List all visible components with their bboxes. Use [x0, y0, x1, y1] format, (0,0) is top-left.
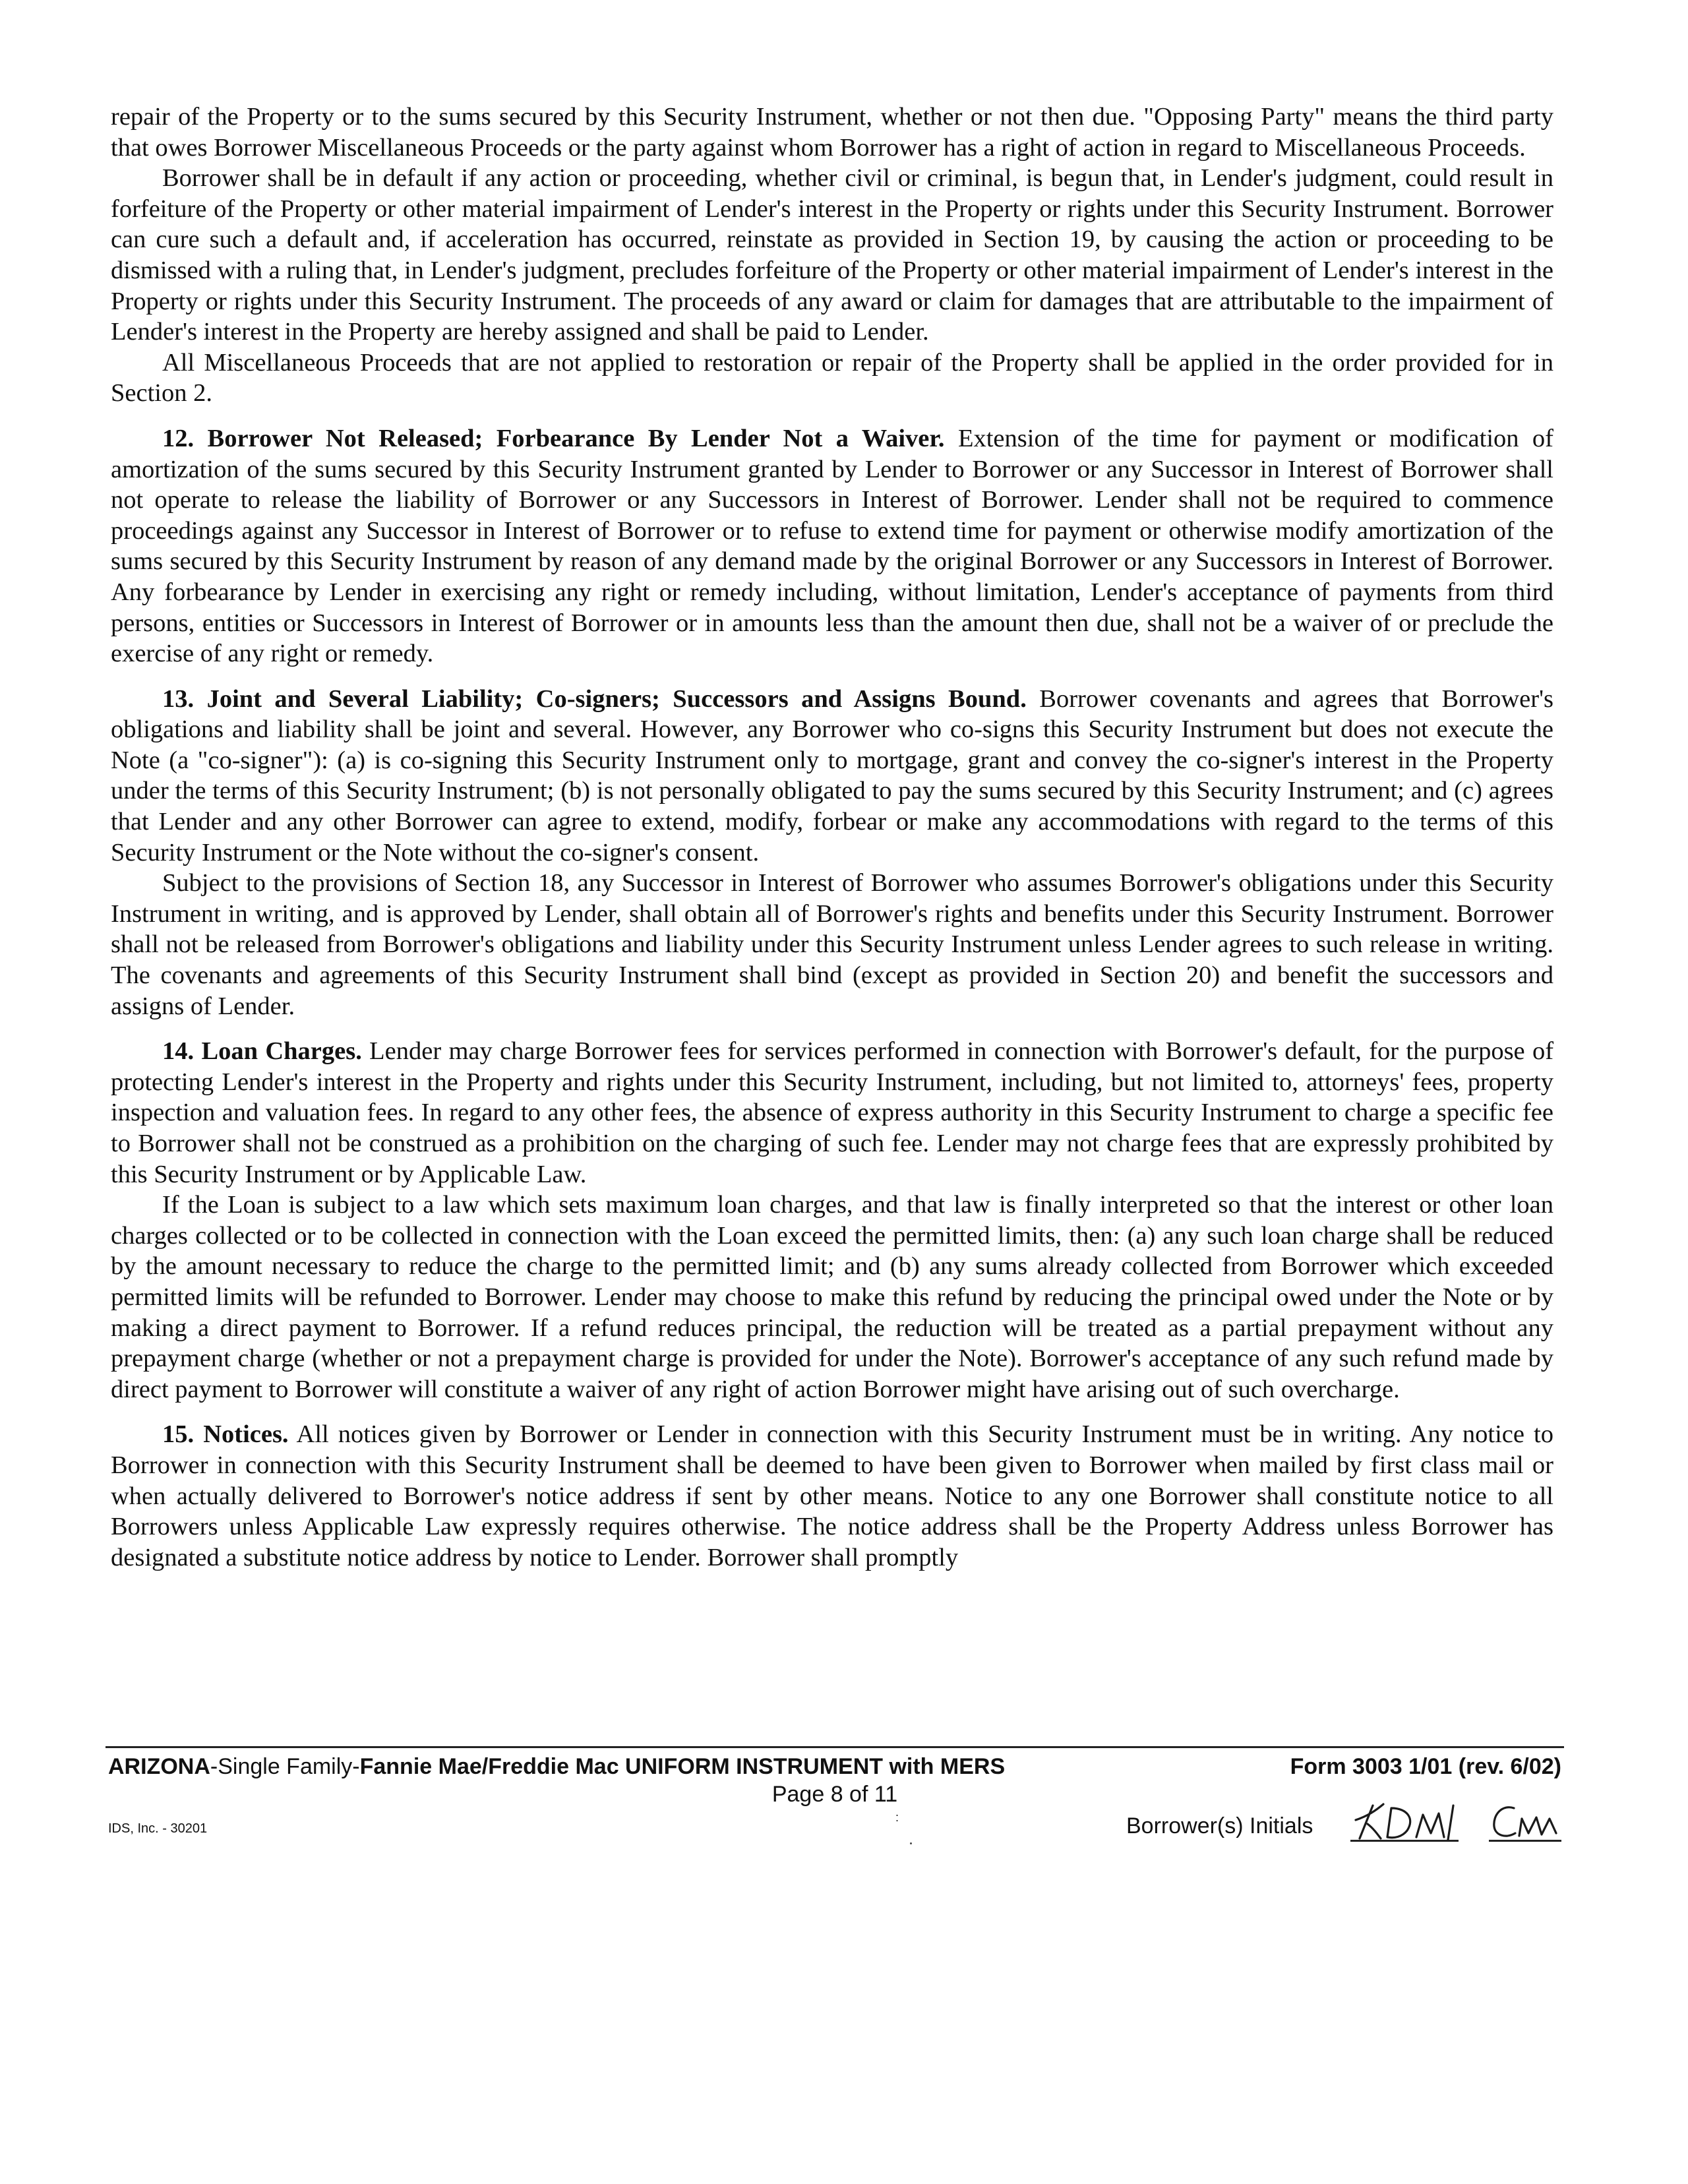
section-title: Notices.	[203, 1420, 289, 1449]
section-body: Borrower covenants and agrees that Borrower's obligations and liability shall be joint and several. However, any Borrower who co-signs this Security Instrument but does not execute the Note (a "co-signer"): (a) is co-signing this Security Instrument only to mortgage, grant and convey the co-signer's interest in the Property under the terms of this Security Instrument; (b) is not personally obligated to pay the sums secured by this Security Instrument; and (c) agrees that Lender and any other Borrower can agree to extend, modify, forbear or make any accommodations with regard to the terms of this Security Instrument or the Note without the co-signer's consent.	[111, 684, 1553, 866]
section-13	[111, 684, 1553, 868]
paragraph: Borrower shall be in default if any action or proceeding, whether civil or criminal, is begun that, in Lender's judgment, could result in forfeiture of the Property or other material impairment of Lender's interest in the Property or rights under this Security Instrument. Borrower can cure such a default and, if acceleration has occurred, reinstate as provided in Section 19, by causing the action or proceeding to be dismissed with a ruling that, in Lender's judgment, precludes forfeiture of the Property or other material impairment of Lender's interest in the Property or rights under this Security Instrument. The proceeds of any award or claim for damages that are attributable to the impairment of Lender's interest in the Property are hereby assigned and shall be paid to Lender.	[111, 164, 1553, 346]
footer-form-line	[108, 1754, 1561, 1780]
borrower-initial-2	[1489, 1799, 1561, 1842]
paragraph: All Miscellaneous Proceeds that are not applied to restoration or repair of the Property shall be applied in the order provided for in Section 2.	[111, 348, 1553, 408]
section-number: 15.	[162, 1420, 195, 1449]
stray-mark: :	[895, 1811, 899, 1824]
paragraph: Subject to the provisions of Section 18, any Successor in Interest of Borrower who assumes Borrower's obligations under this Security Instrument in writing, and is approved by Lender, shall obtain all of Borrower's rights and benefits under this Security Instrument. Borrower shall not be released from Borrower's obligations and liability under this Security Instrument unless Lender agrees to such release in writing. The covenants and agreements of this Security Instrument shall bind (except as provided in Section 20) and benefit the successors and assigns of Lender.	[111, 869, 1553, 1020]
footer-state: ARIZONA	[108, 1754, 210, 1779]
document-body	[111, 102, 1553, 1573]
footer-form-number: Form 3003 1/01 (rev. 6/02)	[1290, 1754, 1561, 1779]
section-body: All notices given by Borrower or Lender in connection with this Security Instrument must be in writing. Any notice to Borrower in connection with this Security Instrument shall be deemed to have been given to Borrower when mailed by first class mail or when actually delivered to Borrower's notice address if sent by other means. Notice to any one Borrower shall constitute notice to all Borrowers unless Applicable Law expressly requires otherwise. The notice address shall be the Property Address unless Borrower has designated a substitute notice address by notice to Lender. Borrower shall promptly	[111, 1420, 1553, 1571]
section-title: Borrower Not Released; Forbearance By Lender Not a Waiver.	[207, 424, 945, 452]
footer-desc2: Fannie Mae/Freddie Mac UNIFORM INSTRUMENT with MERS	[359, 1754, 1006, 1779]
section-title: Joint and Several Liability; Co-signers; Successors and Assigns Bound.	[206, 684, 1027, 713]
page-number: Page 8 of 11	[771, 1782, 898, 1807]
paragraph: If the Loan is subject to a law which sets maximum loan charges, and that law is finally interpreted so that the interest or other loan charges collected or to be collected in connection with the Loan exceed the permitted limits, then: (a) any such loan charge shall be reduced by the amount necessary to reduce the charge to the permitted limit; and (b) any sums already collected from Borrower which exceeded permitted limits will be refunded to Borrower. Lender may choose to make this refund by reducing the principal owed under the Note or by making a direct payment to Borrower. If a refund reduces principal, the reduction will be treated as a partial prepayment without any prepayment charge (whether or not a prepayment charge is provided for under the Note). Borrower's acceptance of any such refund made by direct payment to Borrower will constitute a waiver of any right of action Borrower might have arising out of such overcharge.	[111, 1191, 1553, 1403]
signature-initials-1-icon	[1350, 1799, 1459, 1842]
section-15	[111, 1419, 1553, 1573]
section-heading	[162, 1420, 289, 1448]
section-body: Extension of the time for payment or modification of amortization of the sums secured by this Security Instrument granted by Lender to Borrower or any Successor in Interest of Borrower shall not operate to release the liability of Borrower or any Successors in Interest of Borrower. Lender shall not be required to commence proceedings against any Successor in Interest of Borrower or to refuse to extend time for payment or otherwise modify amortization of the sums secured by this Security Instrument by reason of any demand made by the original Borrower or any Successors in Interest of Borrower. Any forbearance by Lender in exercising any right or remedy including, without limitation, Lender's acceptance of payments from third persons, entities or Successors in Interest of Borrower or in amounts less than the amount then due, shall not be a waiver of or preclude the exercise of any right or remedy.	[111, 424, 1553, 668]
section-12	[111, 423, 1553, 669]
section-heading	[162, 685, 1027, 713]
borrower-initial-1	[1350, 1799, 1459, 1842]
initials-label: Borrower(s) Initials	[1126, 1813, 1313, 1838]
section-number: 13.	[162, 684, 195, 713]
footer-desc1: -Single Family-	[210, 1754, 360, 1779]
stray-dot	[910, 1842, 912, 1844]
section-14	[111, 1036, 1553, 1190]
paragraph: repair of the Property or to the sums secured by this Security Instrument, whether or not then due. "Opposing Party" means the third party that owes Borrower Miscellaneous Proceeds or the party against whom Borrower has a right of action in regard to Miscellaneous Proceeds.	[111, 103, 1553, 162]
section-body: Lender may charge Borrower fees for services performed in connection with Borrower's default, for the purpose of protecting Lender's interest in the Property and rights under this Security Instrument, including, but not limited to, attorneys' fees, property inspection and valuation fees. In regard to any other fees, the absence of express authority in this Security Instrument to charge a specific fee to Borrower shall not be construed as a prohibition on the charging of such fee. Lender may not charge fees that are expressly prohibited by this Security Instrument or by Applicable Law.	[111, 1037, 1554, 1188]
section-heading	[162, 1037, 362, 1065]
footer-rule	[106, 1746, 1564, 1748]
section-heading	[162, 425, 945, 452]
footer-vendor-code: IDS, Inc. - 30201	[108, 1821, 208, 1836]
section-number: 12.	[162, 424, 195, 452]
signature-initials-2-icon	[1489, 1799, 1561, 1842]
section-title: Loan Charges.	[201, 1037, 362, 1066]
section-number: 14.	[162, 1037, 195, 1066]
